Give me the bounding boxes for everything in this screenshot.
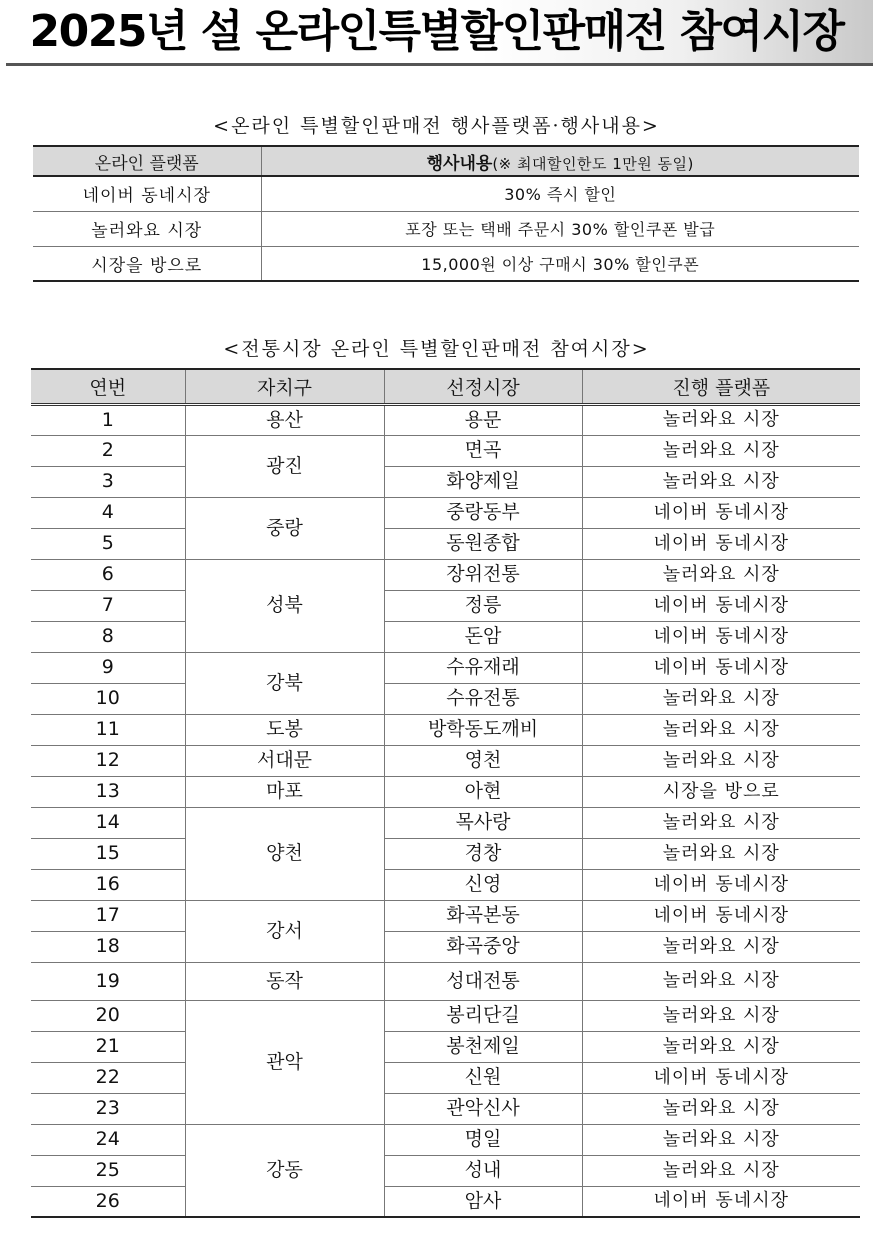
header-district: 자치구: [185, 369, 384, 404]
market-row: [31, 466, 860, 497]
market-name-cell: 방학동도깨비: [384, 714, 582, 745]
row-number-cell: 16: [31, 869, 185, 900]
market-row: [31, 652, 860, 683]
platform-cell: 네이버 동네시장: [653, 1190, 789, 1212]
market-name-cell: 장위전통: [384, 559, 582, 590]
market-name-cell: 성대전통: [384, 962, 582, 1000]
market-row: [31, 838, 860, 869]
row-number-cell: 9: [31, 652, 185, 683]
platform-cell: 네이버 동네시장: [582, 528, 860, 559]
event-platform-cell: 놀러와요 시장: [33, 211, 261, 246]
market-section-title: <전통시장 온라인 특별할인판매전 참여시장>: [223, 338, 650, 360]
row-number-cell: 10: [31, 683, 185, 714]
row-number-cell: 20: [31, 1000, 185, 1031]
district-cell: 도봉: [185, 714, 384, 745]
row-number-cell: 18: [31, 931, 185, 962]
row-number-cell: 21: [31, 1031, 185, 1062]
market-row: [31, 1155, 860, 1186]
market-name-cell: 관악신사: [384, 1093, 582, 1124]
page-title: 2025년 설 온라인특별할인판매전 참여시장: [29, 6, 844, 57]
row-number-cell: 14: [31, 807, 185, 838]
platform-cell: 네이버 동네시장: [582, 652, 860, 683]
market-row: [31, 1000, 860, 1031]
platform-cell: 놀러와요 시장: [582, 1155, 860, 1186]
event-row: [33, 176, 859, 211]
district-cell: 마포: [185, 776, 384, 807]
platform-cell: 놀러와요 시장: [582, 1124, 860, 1155]
market-name-cell: 신영: [384, 869, 582, 900]
market-table: [31, 368, 860, 1218]
row-number-cell: 11: [31, 714, 185, 745]
platform-cell: 놀러와요 시장: [582, 404, 860, 435]
market-row: [31, 714, 860, 745]
market-name-cell: 중랑동부: [384, 497, 582, 528]
platform-cell: 네이버 동네시장: [582, 869, 860, 900]
header-content-note: (※ 최대할인한도 1만원 동일): [492, 154, 694, 173]
market-name-cell: 화곡중앙: [384, 931, 582, 962]
row-number-cell: 3: [31, 466, 185, 497]
row-number-cell: 2: [31, 435, 185, 466]
event-platform-cell: 네이버 동네시장: [33, 176, 261, 211]
district-cell: 중랑: [185, 497, 384, 559]
row-number-cell: 7: [31, 590, 185, 621]
row-number-cell: 12: [31, 745, 185, 776]
row-number-cell: 23: [31, 1093, 185, 1124]
platform-cell: 놀러와요 시장: [582, 745, 860, 776]
row-number-cell: 15: [31, 838, 185, 869]
row-number-cell: 13: [31, 776, 185, 807]
market-name-cell: 화곡본동: [384, 900, 582, 931]
market-row: [31, 497, 860, 528]
event-section-title: <온라인 특별할인판매전 행사플랫폼·행사내용>: [213, 115, 660, 137]
row-number-cell: 1: [31, 404, 185, 435]
platform-cell: 놀러와요 시장: [582, 807, 860, 838]
header-platform: 진행 플랫폼: [582, 369, 860, 404]
district-cell: 관악: [185, 1000, 384, 1124]
district-cell: 성북: [185, 559, 384, 652]
market-row: [31, 528, 860, 559]
platform-cell: 놀러와요 시장: [582, 435, 860, 466]
platform-cell: 놀러와요 시장: [582, 1031, 860, 1062]
market-row: [31, 807, 860, 838]
title-underline: [6, 63, 873, 66]
market-row: [31, 1186, 860, 1217]
platform-cell: 놀러와요 시장: [582, 683, 860, 714]
row-number-cell: 24: [31, 1124, 185, 1155]
district-cell: 광진: [185, 435, 384, 497]
platform-cell: 놀러와요 시장: [582, 838, 860, 869]
event-row: [33, 246, 859, 281]
market-row: [31, 435, 860, 466]
market-row: [31, 962, 860, 1000]
market-row: [31, 869, 860, 900]
district-cell: 동작: [185, 962, 384, 1000]
event-table: [33, 145, 859, 282]
market-row: [31, 590, 860, 621]
title-banner: [0, 0, 873, 70]
market-name-cell: 동원종합: [384, 528, 582, 559]
district-cell: 서대문: [185, 745, 384, 776]
market-row: [31, 1062, 860, 1093]
market-row: [31, 931, 860, 962]
market-name-cell: 명일: [384, 1124, 582, 1155]
market-name-cell: 수유재래: [384, 652, 582, 683]
platform-cell: 놀러와요 시장: [582, 714, 860, 745]
market-row: [31, 683, 860, 714]
market-row: [31, 745, 860, 776]
district-cell: 강서: [185, 900, 384, 962]
market-name-cell: 아현: [384, 776, 582, 807]
header-content-label: 행사내용: [426, 153, 493, 174]
market-row: [31, 1031, 860, 1062]
platform-cell: 놀러와요 시장: [582, 559, 860, 590]
market-row: [31, 1124, 860, 1155]
market-row: [31, 559, 860, 590]
row-number-cell: 8: [31, 621, 185, 652]
market-row: [31, 776, 860, 807]
row-number-cell: 17: [31, 900, 185, 931]
event-content-cell: 포장 또는 택배 주문시 30% 할인쿠폰 발급: [261, 211, 859, 246]
event-platform-cell: 시장을 방으로: [33, 246, 261, 281]
platform-cell: 놀러와요 시장: [582, 466, 860, 497]
platform-cell: 네이버 동네시장: [582, 621, 860, 652]
header-market: 선정시장: [384, 369, 582, 404]
market-table-header: [31, 369, 860, 404]
market-name-cell: 수유전통: [384, 683, 582, 714]
event-content-cell: 15,000원 이상 구매시 30% 할인쿠폰: [421, 254, 700, 274]
market-name-cell: 봉리단길: [384, 1000, 582, 1031]
platform-cell: 놀러와요 시장: [582, 962, 860, 1000]
row-number-cell: 6: [31, 559, 185, 590]
market-row: [31, 1093, 860, 1124]
market-name-cell: 정릉: [384, 590, 582, 621]
header-platform: 온라인 플랫폼: [33, 146, 261, 176]
district-cell: 양천: [185, 807, 384, 900]
platform-cell: 네이버 동네시장: [582, 590, 860, 621]
market-name-cell: 돈암: [384, 621, 582, 652]
district-cell: 용산: [185, 404, 384, 435]
platform-cell: 네이버 동네시장: [582, 497, 860, 528]
market-name-cell: 암사: [384, 1186, 582, 1217]
market-name-cell: 용문: [384, 404, 582, 435]
market-name-cell: 경창: [384, 838, 582, 869]
market-name-cell: 면곡: [384, 435, 582, 466]
row-number-cell: 22: [31, 1062, 185, 1093]
header-number: 연번: [31, 369, 185, 404]
market-name-cell: 신원: [384, 1062, 582, 1093]
market-name-cell: 화양제일: [384, 466, 582, 497]
platform-cell: 네이버 동네시장: [582, 900, 860, 931]
market-name-cell: 성내: [384, 1155, 582, 1186]
row-number-cell: 4: [31, 497, 185, 528]
row-number-cell: 5: [31, 528, 185, 559]
district-cell: 강동: [185, 1124, 384, 1217]
platform-cell: 놀러와요 시장: [582, 931, 860, 962]
row-number-cell: 19: [31, 962, 185, 1000]
market-row: [31, 404, 860, 435]
platform-cell: 놀러와요 시장: [582, 1093, 860, 1124]
market-name-cell: 봉천제일: [384, 1031, 582, 1062]
market-row: [31, 900, 860, 931]
event-row: [33, 211, 859, 246]
row-number-cell: 26: [31, 1186, 185, 1217]
market-name-cell: 목사랑: [384, 807, 582, 838]
market-row: [31, 621, 860, 652]
platform-cell: 시장을 방으로: [582, 776, 860, 807]
event-table-header: [33, 146, 859, 176]
market-name-cell: 영천: [384, 745, 582, 776]
platform-cell: 네이버 동네시장: [582, 1062, 860, 1093]
platform-cell: 놀러와요 시장: [582, 1000, 860, 1031]
district-cell: 강북: [185, 652, 384, 714]
header-content: [261, 146, 859, 176]
event-content-cell: 30% 즉시 할인: [261, 176, 859, 211]
row-number-cell: 25: [31, 1155, 185, 1186]
